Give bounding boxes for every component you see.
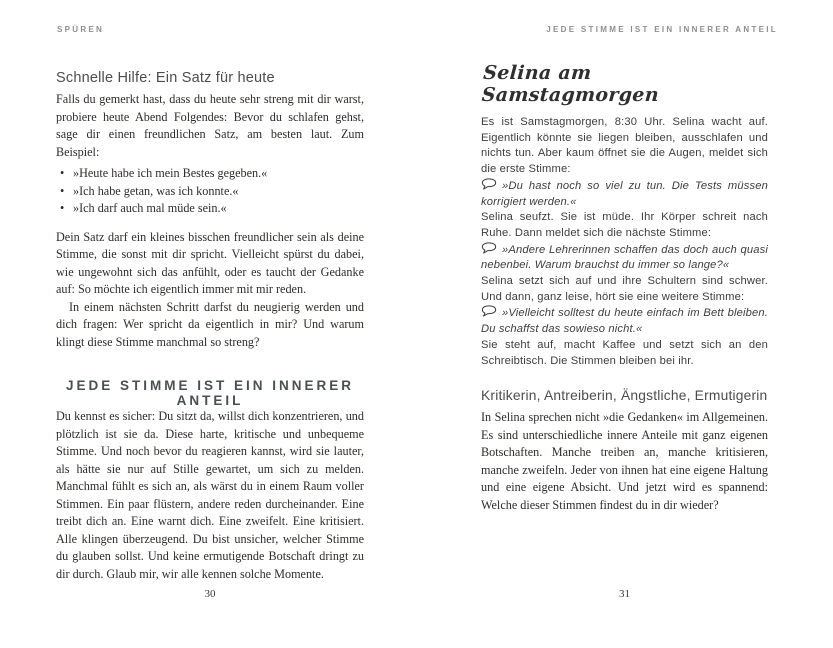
paragraph-chapter-intro: Du kennst es sicher: Du sitzt da, willst dich konzentrieren, und plötzlich ist sie da. Diese harte, kritische und unbequeme Stimme. Und noch bevor du reagieren kannst, wird sie lauter, als hätte sie nur auf Stille gewartet, um sich zu melden. Manchmal fühlt es sich an, als wärst du in einem Raum voller Stimmen. Ein paar flüstern, andere reden durcheinander. Eine treibt dich an. Eine warnt dich. Eine zweifelt. Eine kritisiert. Alle klingen überzeugend. Du bist unsicher, welcher Stimme du glauben sollst. Und keine ermutigende Botschaft dringt zu dir durch. Glaub mir, wir alle kennen solche Momente. bbox=[56, 409, 364, 581]
list-item: • »Ich darf auch mal müde sein.« bbox=[73, 200, 364, 218]
story-narration-line: Selina seufzt. Sie ist müde. Ihr Körper schreit nach Ruhe. Dann meldet sich die nächste Stimme: bbox=[481, 211, 768, 239]
paragraph-intro: Falls du gemerkt hast, dass du heute sehr streng mit dir warst, probiere heute Abend Folgendes: Bevor du schlafen gehst, sage dir einen freundlichen Satz, am besten laut. Zum Beispiel: bbox=[56, 92, 364, 159]
story-narration-line: Sie steht auf, macht Kaffee und setzt sich an den Schreibtisch. Die Stimmen bleiben bei ihr. bbox=[481, 338, 768, 367]
chapter-title: JEDE STIMME IST EIN INNERER ANTEIL bbox=[65, 378, 355, 408]
left-page-column bbox=[56, 70, 364, 583]
right-page-column bbox=[481, 62, 768, 514]
handwritten-section-title: Selina am Samstagmorgen bbox=[481, 62, 660, 106]
list-item: • »Heute habe ich mein Bestes gegeben.« bbox=[73, 165, 364, 183]
page-number-right: 31 bbox=[619, 588, 630, 600]
story-voice-line: »Andere Lehrerinnen schaffen das doch auch quasi nebenbei. Warum brauchst du immer so lange?« bbox=[481, 243, 768, 272]
affirmation-list bbox=[56, 165, 364, 218]
speech-bubble-icon bbox=[481, 242, 497, 254]
section-title: Schnelle Hilfe: Ein Satz für heute bbox=[56, 70, 275, 86]
paragraph-subsection: In Selina sprechen nicht »die Gedanken« im Allgemeinen. Es sind unterschiedliche innere Anteile mit ganz eigenen Botschaften. Manche treiben an, manche kritisieren, manche zweifeln. Jeder von ihnen hat eine eigene Haltung und eine eigene Absicht. Und jetzt wird es spannend: Welche dieser Stimmen findest du in dir wieder? bbox=[481, 410, 768, 512]
list-item: • »Ich habe getan, was ich konnte.« bbox=[73, 183, 364, 201]
story-narration-line: Selina setzt sich auf und ihre Schultern sind schwer. Und dann, ganz leise, hört sie eine weitere Stimme: bbox=[481, 275, 768, 303]
story-container bbox=[481, 115, 768, 369]
story-voice-line: »Vielleicht solltest du heute einfach im Bett bleiben. Du schaffst das sowieso nicht.« bbox=[481, 307, 768, 336]
story-narration-line: Es ist Samstagmorgen, 8:30 Uhr. Selina wacht auf. Eigentlich könnte sie liegen bleiben, ausschlafen und nichts tun. Aber kaum öffnet sie die Augen, meldet sich die erste Stimme: bbox=[481, 116, 768, 176]
speech-bubble-icon bbox=[481, 178, 497, 190]
running-header-right: JEDE STIMME IST EIN INNERER ANTEIL bbox=[546, 25, 778, 34]
paragraph-next-step: In einem nächsten Schritt darfst du neugierig werden und dich fragen: Wer spricht da eigentlich in mir? Und warum klingt diese Stimme manchmal so streng? bbox=[56, 299, 364, 349]
page-number-left: 30 bbox=[204, 588, 216, 600]
paragraph-after-list: Dein Satz darf ein kleines bisschen freundlicher sein als deine Stimme, die sonst mit dir spricht. Vielleicht spürst du dabei, wie ungewohnt sich das anfühlt, oder es taucht der Gedanke auf: So möchte ich eigentlich immer mit mir reden. bbox=[56, 229, 364, 296]
story-voice-line: »Du hast noch so viel zu tun. Die Tests müssen korrigiert werden.« bbox=[481, 179, 768, 208]
speech-bubble-icon bbox=[481, 305, 497, 317]
running-header-left: SPÜREN bbox=[57, 25, 105, 34]
subsection-title: Kritikerin, Antreiberin, Ängstliche, Ermutigerin bbox=[481, 388, 768, 404]
